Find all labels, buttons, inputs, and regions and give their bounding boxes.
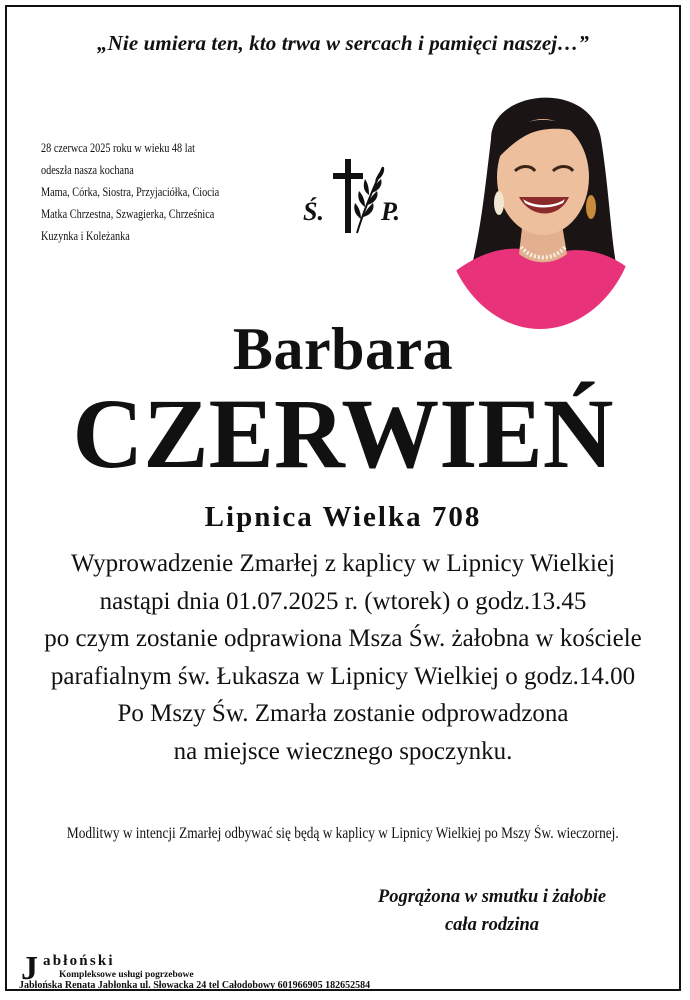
- intro-line: odeszła nasza kochana: [41, 163, 134, 177]
- signoff-line: cała rodzina: [444, 915, 540, 935]
- memorial-quote: „Nie umiera ten, kto trwa w sercach i pamięci naszej…”: [97, 31, 589, 55]
- first-name: Barbara: [232, 316, 454, 382]
- portrait-illustration: [441, 79, 639, 329]
- last-name: CZERWIEŃ: [72, 378, 614, 489]
- ceremony-line: Po Mszy Św. Zmarła zostanie odprowadzona: [117, 700, 569, 727]
- funeral-home-services: Kompleksowe usługi pogrzebowe: [59, 970, 194, 980]
- obituary-notice: [5, 5, 681, 991]
- ceremony-line: parafialnym św. Łukasza w Lipnicy Wielkiej o godz.14.00: [50, 662, 636, 690]
- portrait-photo: [441, 79, 639, 329]
- intro-line: Matka Chrzestna, Szwagierka, Chrześnica: [41, 207, 215, 221]
- funeral-home-footer: [19, 951, 659, 989]
- sp-symbol: [301, 153, 411, 243]
- ceremony-details: [7, 545, 679, 770]
- intro-line: Kuzynka i Koleżanka: [41, 229, 130, 243]
- intro-line: Mama, Córka, Siostra, Przyjaciółka, Ciocia: [41, 185, 220, 199]
- funeral-home-logo-letter: J: [21, 950, 38, 987]
- intro-line: 28 czerwca 2025 roku w wieku 48 lat: [41, 141, 195, 155]
- signoff-line: Pogrążona w smutku i żałobie: [377, 887, 607, 907]
- sp-right-letter: P.: [381, 197, 401, 226]
- prayers-note: [7, 825, 679, 843]
- address: Lipnica Wielka 708: [204, 501, 482, 533]
- ceremony-line: po czym zostanie odprawiona Msza Św. żałobna w kościele: [44, 625, 642, 652]
- prayers-text: Modlitwy w intencji Zmarłej odbywać się będą w kaplicy w Lipnicy Wielkiej po Mszy Św. wieczornej.: [67, 825, 619, 842]
- ceremony-line: Wyprowadzenie Zmarłej z kaplicy w Lipnicy Wielkiej: [70, 550, 616, 577]
- sp-left-letter: Ś.: [303, 197, 324, 226]
- funeral-home-name: abłoński: [43, 953, 115, 969]
- intro-text: [41, 137, 238, 247]
- ceremony-line: na miejsce wiecznego spoczynku.: [173, 737, 513, 765]
- funeral-home-contact: Jabłońska Renata Jabłonka ul. Słowacka 24 tel Całodobowy 601966905 182652584: [19, 980, 371, 991]
- ceremony-line: nastąpi dnia 01.07.2025 r. (wtorek) o godz.13.45: [99, 587, 587, 615]
- signoff: [327, 883, 657, 939]
